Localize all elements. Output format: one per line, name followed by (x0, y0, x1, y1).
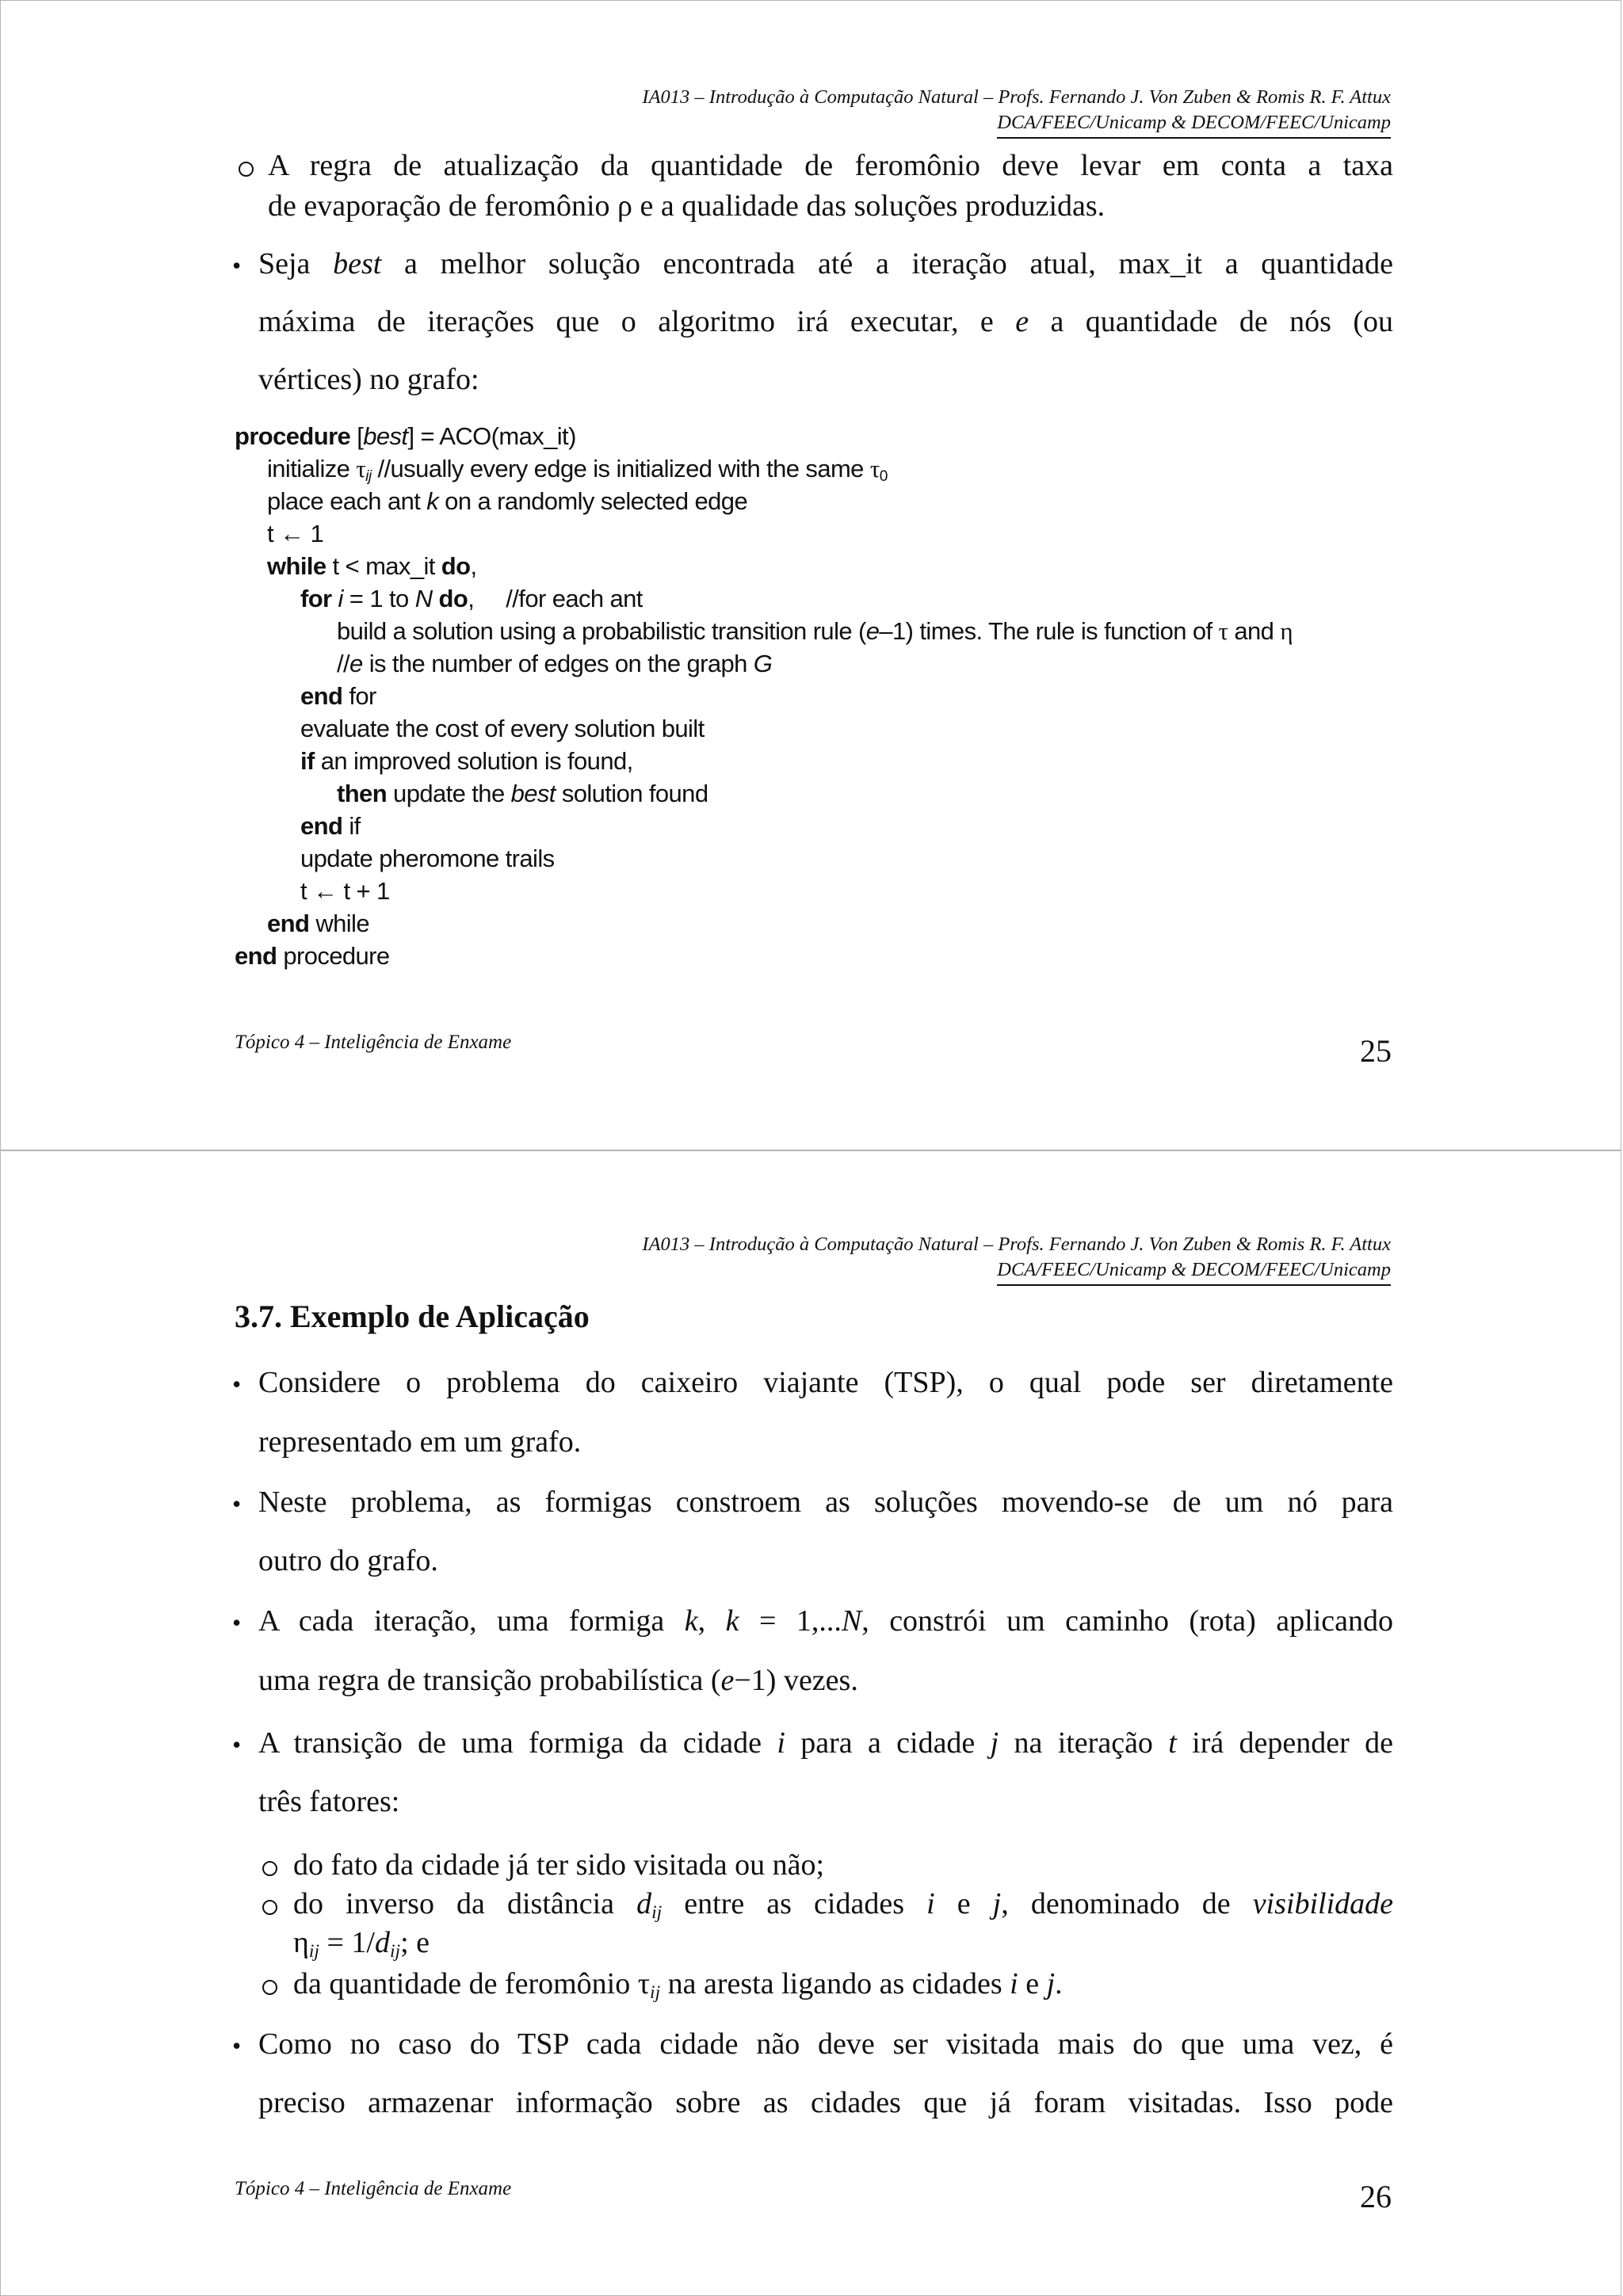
sub-bullet-line: do fato da cidade já ter sido visitada ou não; (293, 1848, 825, 1882)
bullet-icon: • (232, 1370, 242, 1398)
section-title: 3.7. Exemplo de Aplicação (235, 1299, 590, 1334)
code-line: procedure [best] = ACO(max_it) (235, 422, 576, 450)
slide-header (642, 85, 1391, 139)
code-line: if an improved solution is found, (300, 747, 633, 775)
code-line: build a solution using a probabilistic transition rule (e–1) times. The rule is function of τ and η (337, 617, 1293, 645)
bullet-line: Seja best a melhor solução encontrada até a iteração atual, max_it a quantidade (258, 247, 1393, 280)
sub-bullet-line: $\eta_{ij} = 1/d_{ij}$; e (293, 1926, 430, 1962)
bullet-line: A cada iteração, uma formiga k, k = 1,...N, constrói um caminho (rota) aplicando (258, 1604, 1393, 1638)
code-line: for i = 1 to N do, //for each ant (300, 585, 643, 612)
bullet-line: uma regra de transição probabilística (e−1) vezes. (258, 1664, 858, 1697)
bullet-line: vértices) no grafo: (258, 363, 479, 396)
hollow-bullet-icon (262, 1900, 277, 1915)
header-course-line: IA013 – Introdução à Computação Natural – Profs. Fernando J. Von Zuben & Romis R. F. Attux (642, 86, 1391, 108)
code-line: place each ant k on a randomly selected edge (267, 487, 748, 515)
hollow-bullet-icon (239, 162, 254, 177)
code-line: t ← t + 1 (300, 877, 390, 905)
sub-bullet-line: A regra de atualização da quantidade de feromônio deve levar em conta a taxa (268, 149, 1393, 182)
code-line: end for (300, 682, 376, 710)
code-line: t ← 1 (267, 520, 324, 547)
bullet-icon: • (232, 2031, 242, 2060)
code-line: evaluate the cost of every solution built (300, 715, 705, 742)
bullet-line: Como no caso do TSP cada cidade não deve ser visitada mais do que uma vez, é (258, 2027, 1393, 2061)
bullet-icon: • (232, 251, 242, 280)
slide-page-26 (0, 1150, 1621, 2296)
code-line: end procedure (235, 942, 390, 970)
bullet-line: preciso armazenar informação sobre as cidades que já foram visitadas. Isso pode (258, 2086, 1393, 2119)
page-number: 26 (1360, 2179, 1392, 2214)
code-line: while t < max_it do, (267, 552, 477, 580)
sub-bullet-line: de evaporação de feromônio ρ e a qualidade das soluções produzidas. (268, 189, 1106, 223)
hollow-bullet-icon (262, 1861, 277, 1876)
header-dept-line: DCA/FEEC/Unicamp & DECOM/FEEC/Unicamp (997, 1257, 1391, 1286)
bullet-line: representado em um grafo. (258, 1425, 582, 1459)
footer-topic: Tópico 4 – Inteligência de Enxame (235, 2178, 512, 2199)
bullet-line: outro do grafo. (258, 1544, 438, 1577)
bullet-icon: • (232, 1608, 242, 1637)
bullet-line: máxima de iterações que o algoritmo irá executar, e e a quantidade de nós (ou (258, 305, 1393, 338)
sub-bullet-line: da quantidade de feromônio $\tau_{ij}$ na aresta ligando as cidades i e j. (293, 1967, 1063, 2003)
footer-topic: Tópico 4 – Inteligência de Enxame (235, 1032, 512, 1053)
code-line: end if (300, 812, 361, 840)
header-course-line: IA013 – Introdução à Computação Natural – Profs. Fernando J. Von Zuben & Romis R. F. Attux (642, 1234, 1391, 1255)
bullet-line: A transição de uma formiga da cidade i para a cidade j na iteração t irá depender de (258, 1726, 1393, 1760)
header-dept-line: DCA/FEEC/Unicamp & DECOM/FEEC/Unicamp (997, 110, 1391, 139)
code-line: //e is the number of edges on the graph G (337, 650, 773, 677)
code-line: initialize $\tau_{ij}$ //usually every edge is initialized with the same $\tau_0$ (267, 455, 888, 485)
page-number: 25 (1360, 1033, 1392, 1069)
bullet-icon: • (232, 1489, 242, 1518)
bullet-line: Considere o problema do caixeiro viajante (TSP), o qual pode ser diretamente (258, 1366, 1393, 1399)
hollow-bullet-icon (262, 1980, 277, 1995)
bullet-line: três fatores: (258, 1785, 400, 1818)
code-line: update pheromone trails (300, 845, 555, 872)
bullet-icon: • (232, 1730, 242, 1759)
code-line: then update the best solution found (337, 780, 708, 807)
bullet-line: Neste problema, as formigas constroem as soluções movendo-se de um nó para (258, 1486, 1393, 1519)
slide-header (642, 1232, 1391, 1286)
sub-bullet-line: do inverso da distância $d_{ij}$ entre as cidades i e j, denominado de visibilidade (293, 1887, 1393, 1923)
code-line: end while (267, 910, 369, 937)
